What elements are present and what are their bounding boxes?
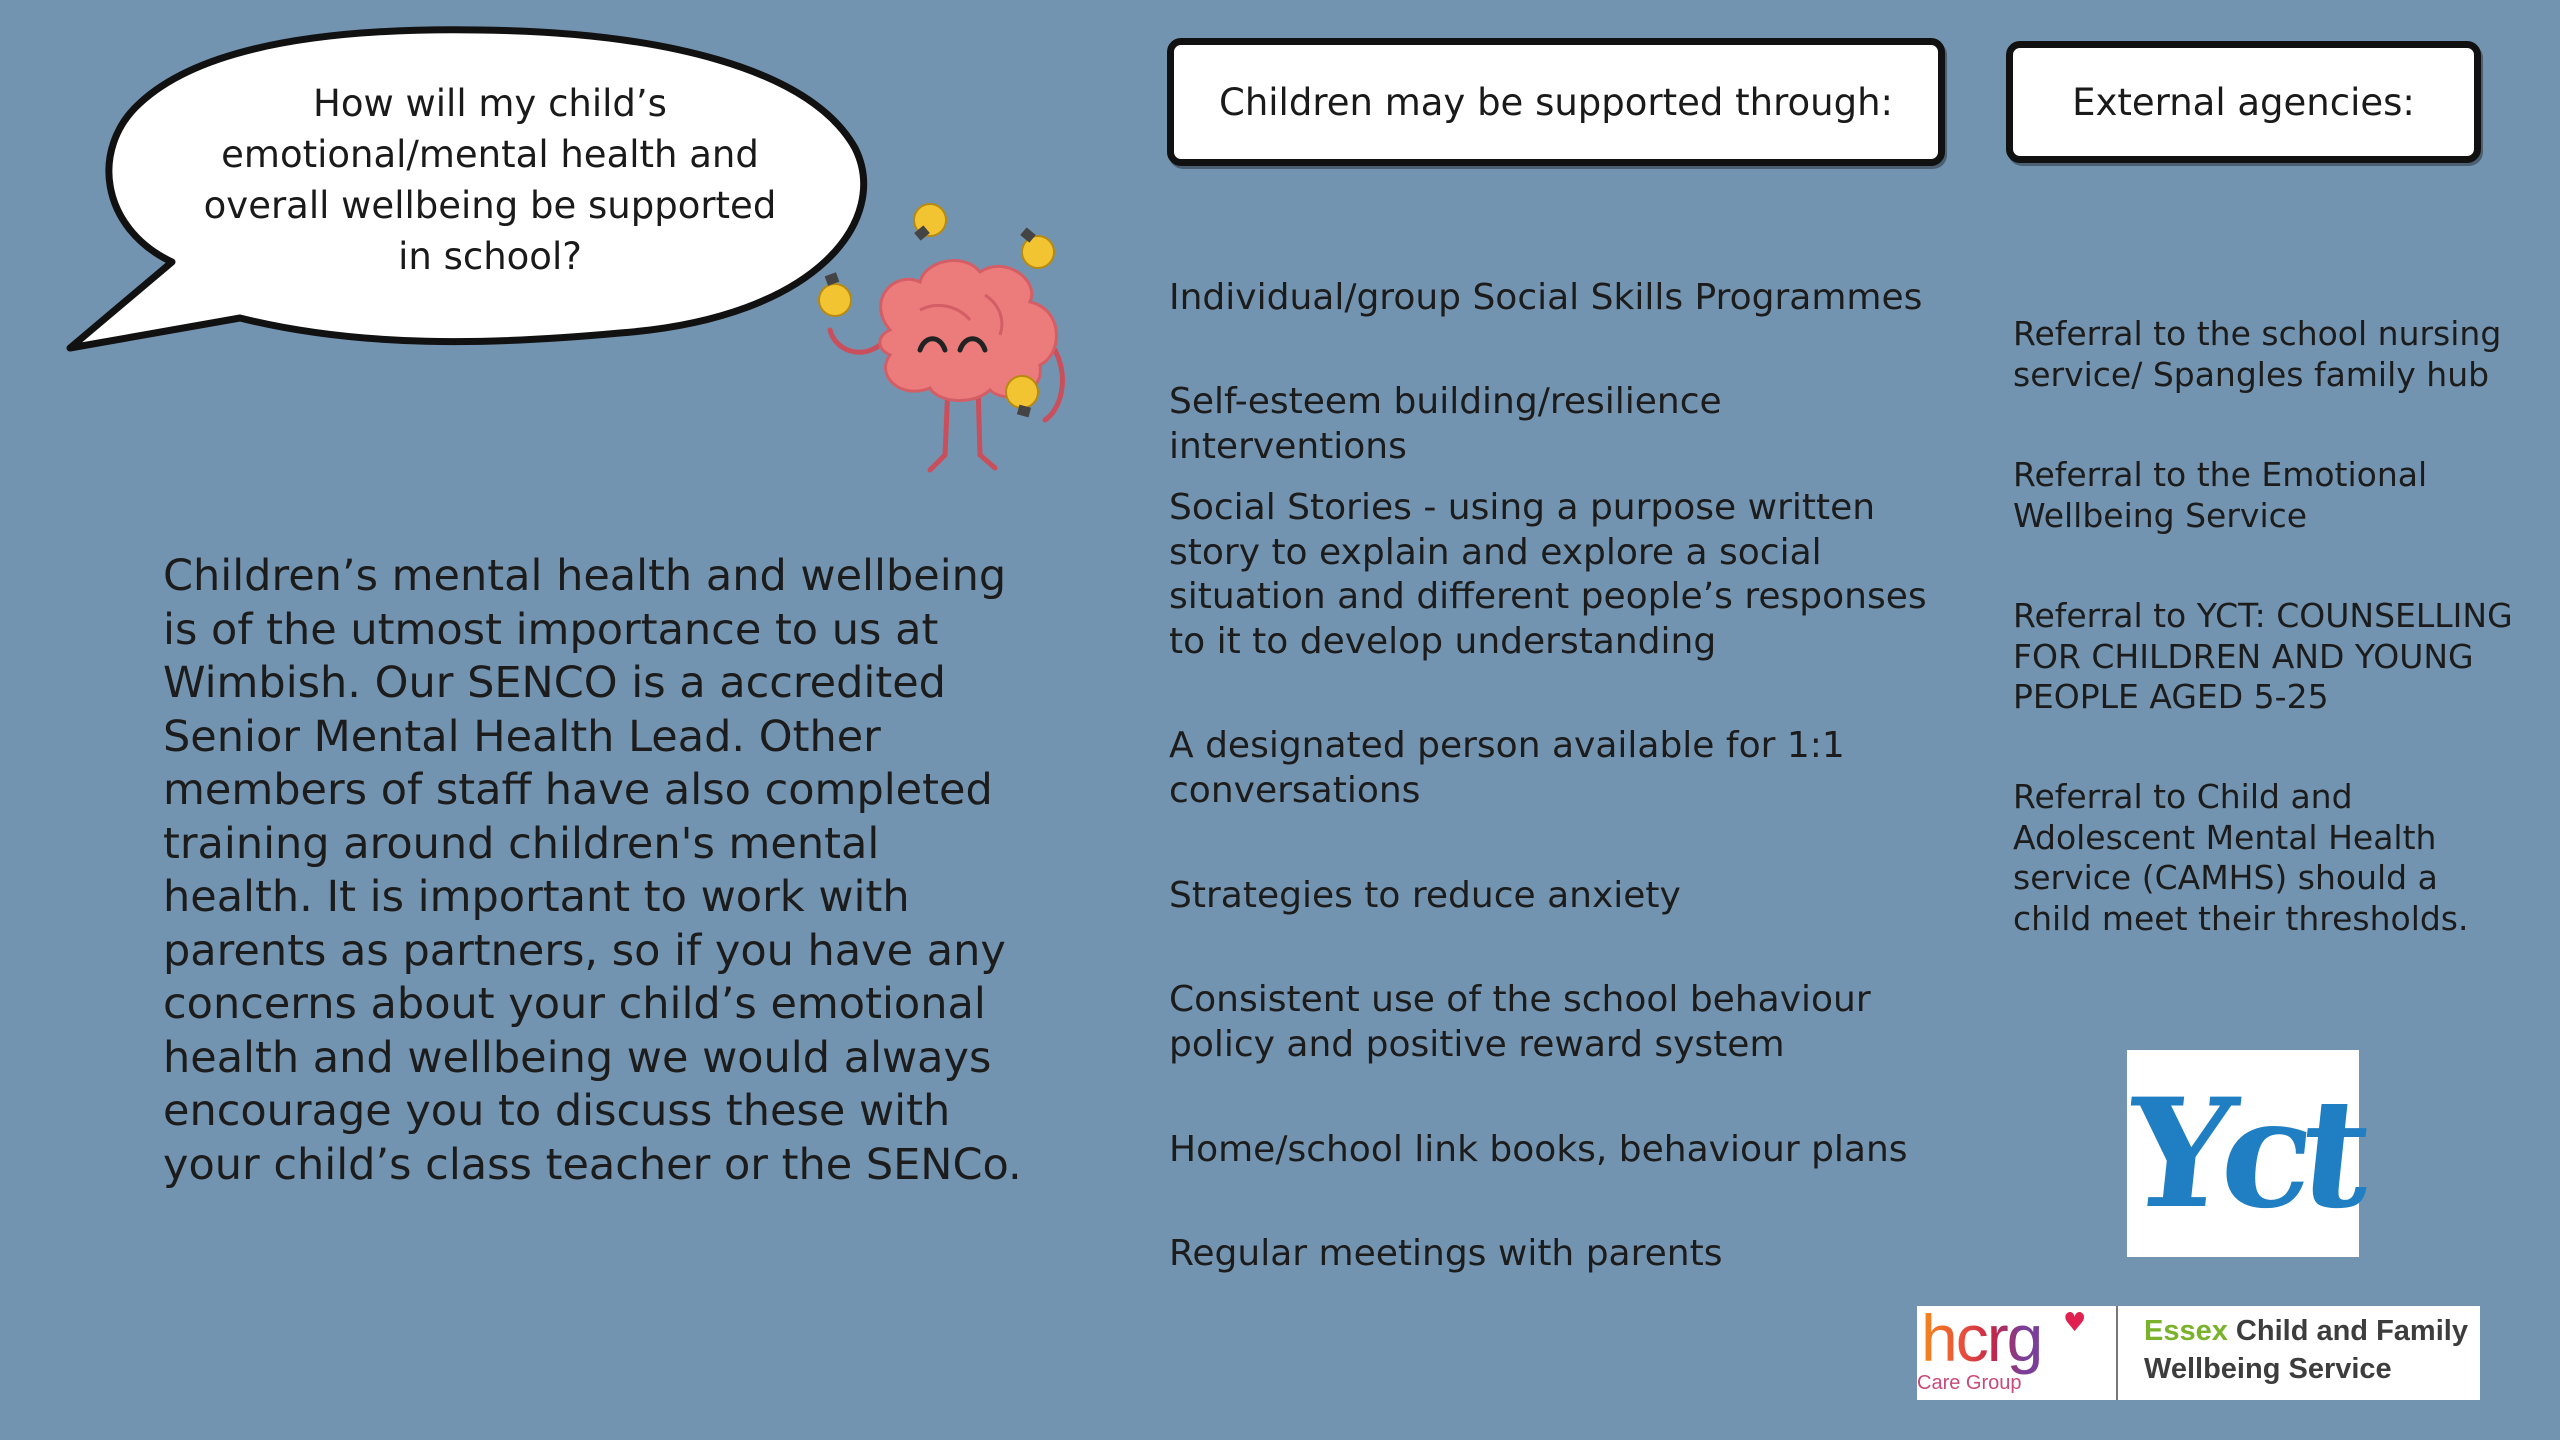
lightbulb-icon xyxy=(914,204,946,241)
wellbeing-paragraph: Children’s mental health and wellbeing is of the utmost importance to us at Wimbish. Our SENCO is a accredited Senior Mental Health Lead. Other members of staff have also completed training around children's mental health. It is important to work with parents as partners, so if you have any concerns about your child’s emotional health and wellbeing we would always encourage you to discuss these with your child’s class teacher or the SENCo. xyxy=(163,551,1022,1190)
support-item: Self-esteem building/resilience interventions xyxy=(1169,381,1722,467)
agency-item: Referral to the school nursing service/ Spangles family hub xyxy=(2013,314,2502,394)
hcrg-logo-word: hcrg xyxy=(1921,1301,2042,1375)
yct-logo-text: Yct xyxy=(2117,1065,2369,1242)
agency-item: Referral to YCT: COUNSELLING FOR CHILDREN AND YOUNG PEOPLE AGED 5-25 xyxy=(2013,596,2513,716)
hcrg-logo xyxy=(1917,1301,2118,1400)
essex-service-name xyxy=(2118,1306,2468,1400)
heart-icon: ♥ xyxy=(2063,1308,2087,1338)
support-item: Regular meetings with parents xyxy=(1169,1233,1723,1274)
yct-logo xyxy=(2117,1050,2369,1257)
bubble-question xyxy=(200,78,780,282)
support-item: Home/school link books, behaviour plans xyxy=(1169,1129,1908,1170)
hcrg-logo-subtitle: Care Group xyxy=(1917,1372,2022,1394)
essex-line1-rest: Child and Family xyxy=(2227,1315,2468,1347)
support-item: Strategies to reduce anxiety xyxy=(1169,875,1681,916)
agency-item: Referral to Child and Adolescent Mental Health service (CAMHS) should a child meet their thresholds. xyxy=(2013,777,2469,938)
support-heading: Children may be supported through: xyxy=(1218,80,1893,124)
lightbulb-icon xyxy=(1006,376,1038,417)
agencies-heading-box xyxy=(2006,41,2481,163)
bubble-line: in school? xyxy=(398,235,582,278)
agencies-heading: External agencies: xyxy=(2072,80,2415,124)
support-item: Consistent use of the school behaviour policy and positive reward system xyxy=(1169,979,1871,1065)
essex-word: Essex xyxy=(2144,1315,2228,1347)
bubble-line: overall wellbeing be supported xyxy=(203,184,777,227)
bubble-line: emotional/mental health and xyxy=(221,133,759,176)
support-heading-box xyxy=(1167,38,1945,166)
lightbulb-icon xyxy=(1020,227,1054,268)
support-item: A designated person available for 1:1 conversations xyxy=(1169,725,1845,811)
agency-item: Referral to the Emotional Wellbeing Service xyxy=(2013,455,2428,535)
bubble-line: How will my child’s xyxy=(313,82,667,125)
lightbulb-icon xyxy=(819,272,851,316)
hcrg-essex-logo xyxy=(1917,1301,2480,1400)
essex-line2: Wellbeing Service xyxy=(2144,1353,2392,1385)
brain-mascot-illustration xyxy=(800,190,1100,490)
support-item: Individual/group Social Skills Programmes xyxy=(1169,277,1923,318)
support-item: Social Stories - using a purpose written story to explain and explore a social situation and different people’s responses to it to develop understanding xyxy=(1169,487,1927,662)
